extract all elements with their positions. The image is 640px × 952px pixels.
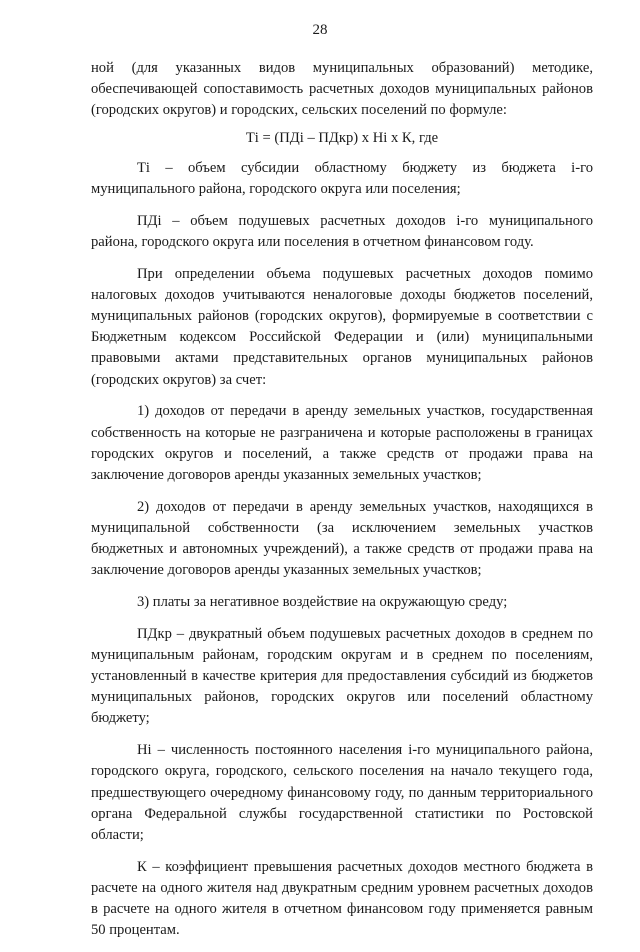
list-item-1: 1) доходов от передачи в аренду земельных участков, государственная собственность на которые не разграничена и которые расположены в границах городских округов и поселений, а также средств от продажи права на заключение договоров аренды указанных земельных участков; (91, 403, 593, 483)
paragraph-k-definition: К – коэффициент превышения расчетных доходов местного бюджета в расчете на одного жителя над двукратным средним уровнем расчетных доходов в расчете на одного жителя в отчетном финансовом году применяется равным 50 процентам. (91, 858, 593, 939)
paragraph-pdi-definition: ПДi – объем подушевых расчетных доходов i-го муниципального района, городского округа или поселения в отчетном финансовом году. (91, 212, 593, 250)
paragraph-ni-definition: Нi – численность постоянного населения i-го муниципального района, городского округа, городского, сельского поселения на начало текущего года, предшествующего очередному финансовому году, по данным территориального органа Федеральной службы государственной статистики по Ростовской области; (91, 742, 593, 843)
paragraph-pdkr-definition: ПДкр – двукратный объем подушевых расчетных доходов в среднем по муниципальным районам, городским округам и в среднем по поселениям, установленный в качестве критерия для предоставления субсидий из бюджетов муниципальных районов, городских округов или поселений областному бюджету; (91, 625, 593, 727)
formula: Тi = (ПДi – ПДкр) х Нi х К, где (245, 129, 439, 146)
paragraph-revenue-determination: При определении объема подушевых расчетных доходов помимо налоговых доходов учитываются неналоговые доходы бюджетов поселений, муниципальных районов (городских округов), формируемые в соответствии с Бюджетным кодексом Российской Федерации и (или) муниципальными правовыми актами представительных органов муниципальных районов (городских округов) за счет: (91, 265, 593, 388)
paragraph-ti-definition: Тi – объем субсидии областному бюджету из бюджета i-го муниципального района, городского округа или поселения; (91, 159, 593, 198)
document-body (91, 58, 593, 952)
paragraph-intro-continuation: ной (для указанных видов муниципальных образований) методике, обеспечивающей сопоставимость расчетных доходов муниципальных районов (городских округов) и городских, сельских поселений по формуле: (91, 60, 593, 119)
list-item-2: 2) доходов от передачи в аренду земельных участков, находящихся в муниципальной собственности (за исключением земельных участков бюджетных и автономных учреждений), а также средств от продажи права на заключение договоров аренды указанных земельных участков; (91, 498, 593, 579)
list-item-3: 3) платы за негативное воздействие на окружающую среду; (137, 593, 508, 610)
page-number: 28 (312, 22, 328, 38)
